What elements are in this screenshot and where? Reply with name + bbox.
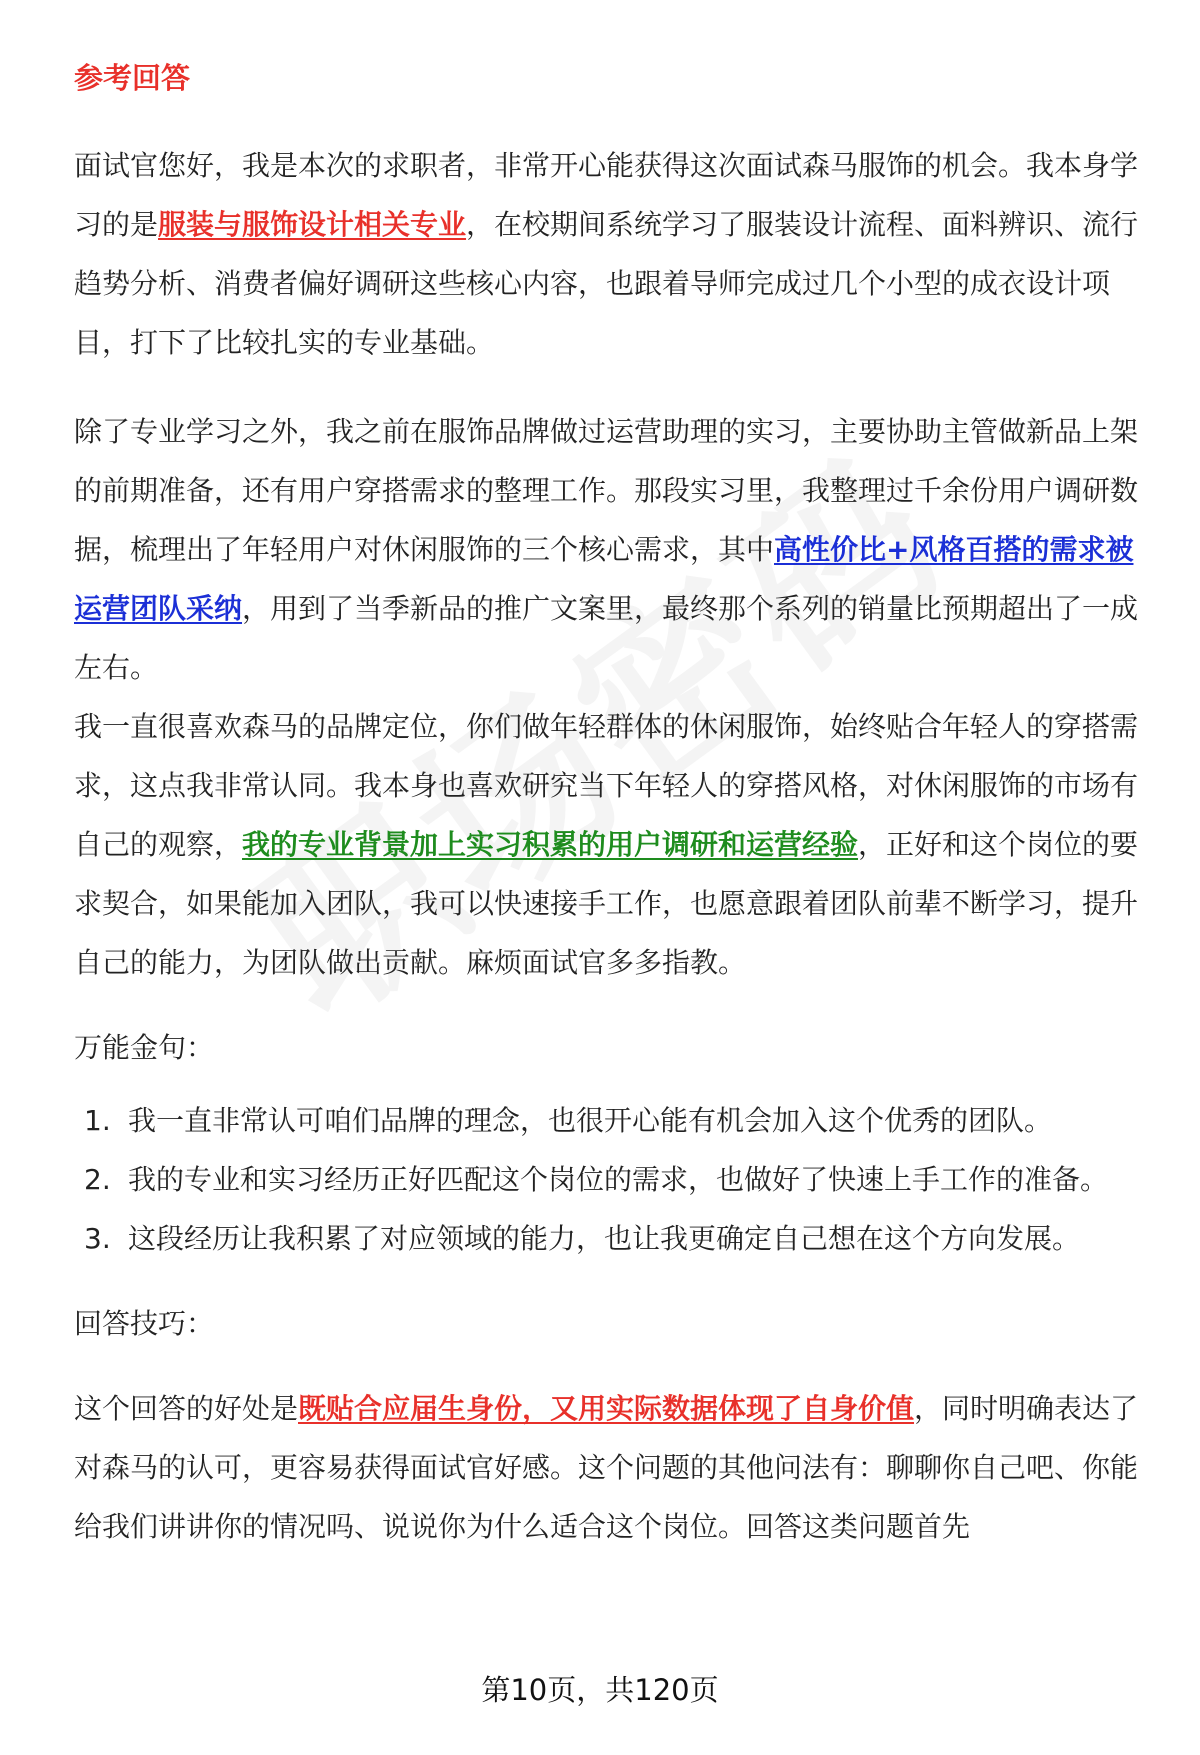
- internship-paragraph: [74, 402, 1148, 697]
- intro-text-end: ，在校期间系统学习了服装设计流程、面料辨识、流行趋势分析、消费者偏好调研这些核心内容，也跟着导师完成过几个小型的成衣设计项目，打下了比较扎实的专业基础。: [74, 208, 1139, 359]
- tips-label: 回答技巧：: [74, 1307, 215, 1340]
- section-heading: 参考回答: [74, 61, 191, 95]
- intro-highlight: 服装与服饰设计相关专业: [158, 208, 467, 241]
- intro-text-start: 面试官您好，我是本次的求职者，非常开心能获得这次面试森马服饰的机会。我本身学习的是: [74, 149, 1139, 241]
- internship-highlight: 高性价比+风格百搭的需求被运营团队采纳: [74, 533, 1134, 625]
- tips-text-start: 这个回答的好处是: [74, 1392, 299, 1425]
- list-item: [74, 1091, 1148, 1150]
- internship-text-start: 除了专业学习之外，我之前在服饰品牌做过运营助理的实习，主要协助主管做新品上架的前期准备，还有用户穿搭需求的整理工作。那段实习里，我整理过千余份用户调研数据，梳理出了年轻用户对休闲服饰的三个核心需求，其中: [74, 415, 1139, 566]
- list-item: [74, 1150, 1148, 1209]
- brand-highlight: 我的专业背景加上实习积累的用户调研和运营经验: [242, 828, 859, 861]
- intro-paragraph: [74, 136, 1148, 372]
- tips-highlight: 既贴合应届生身份，又用实际数据体现了自身价值: [298, 1392, 915, 1425]
- list-item-text: 这段经历让我积累了对应领域的能力，也让我更确定自己想在这个方向发展。: [128, 1222, 1081, 1255]
- brand-text-end: ，正好和这个岗位的要求契合，如果能加入团队，我可以快速接手工作，也愿意跟着团队前辈不断学习，提升自己的能力，为团队做出贡献。麻烦面试官多多指教。: [74, 828, 1139, 979]
- golden-sentences-label: 万能金句：: [74, 1031, 215, 1064]
- list-item-number: 2.: [84, 1163, 111, 1196]
- list-item-number: 1.: [84, 1104, 111, 1137]
- list-item-text: 我的专业和实习经历正好匹配这个岗位的需求，也做好了快速上手工作的准备。: [128, 1163, 1109, 1196]
- content-area: [74, 58, 1148, 1556]
- list-item-number: 3.: [84, 1222, 111, 1255]
- page-number: 第10页，共120页: [481, 1673, 719, 1707]
- list-item: [74, 1209, 1148, 1268]
- brand-paragraph: [74, 697, 1148, 992]
- list-item-text: 我一直非常认可咱们品牌的理念，也很开心能有机会加入这个优秀的团队。: [128, 1104, 1053, 1137]
- brand-text-start: 我一直很喜欢森马的品牌定位，你们做年轻群体的休闲服饰，始终贴合年轻人的穿搭需求，这点我非常认同。我本身也喜欢研究当下年轻人的穿搭风格，对休闲服饰的市场有自己的观察，: [74, 710, 1139, 861]
- tips-paragraph: [74, 1379, 1148, 1556]
- internship-text-end: ，用到了当季新品的推广文案里，最终那个系列的销量比预期超出了一成左右。: [74, 592, 1139, 684]
- golden-sentences-list: [74, 1091, 1148, 1268]
- tips-text-end: ，同时明确表达了对森马的认可，更容易获得面试官好感。这个问题的其他问法有：聊聊你自己吧、你能给我们讲讲你的情况吗、说说你为什么适合这个岗位。回答这类问题首先: [74, 1392, 1139, 1543]
